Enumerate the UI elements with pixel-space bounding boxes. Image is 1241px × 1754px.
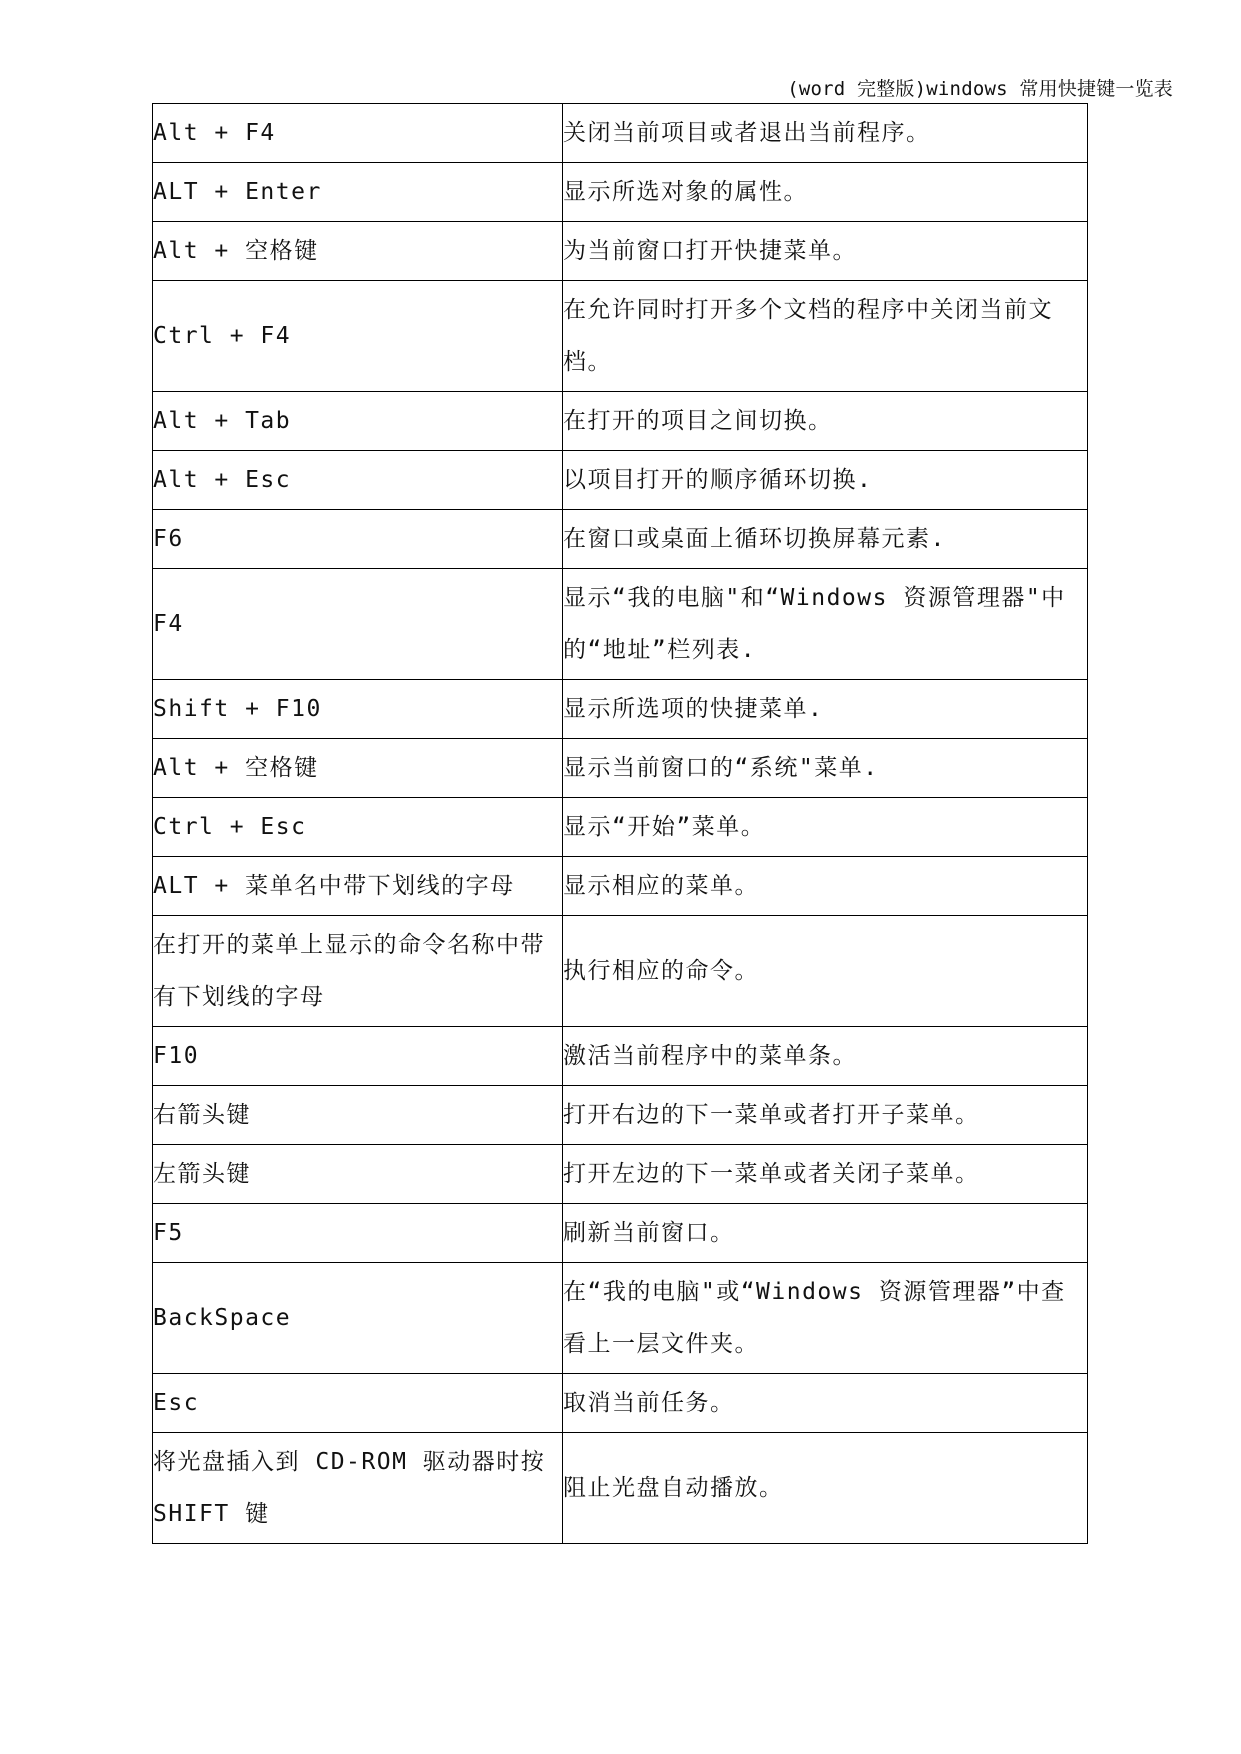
shortcut-description-cell <box>563 1263 1088 1374</box>
table-row <box>153 857 1088 916</box>
table-row <box>153 222 1088 281</box>
shortcut-table <box>152 103 1088 1544</box>
page-header: (word 完整版)windows 常用快捷键一览表 <box>787 78 1173 100</box>
shortcut-key: Esc <box>153 1390 200 1416</box>
table-row <box>153 1027 1088 1086</box>
shortcut-key-cell <box>153 1433 563 1544</box>
shortcut-key: F10 <box>153 1043 200 1069</box>
shortcut-description: 执行相应的命令。 <box>563 958 759 984</box>
shortcut-description-cell <box>563 1433 1088 1544</box>
shortcut-description: 显示“我的电脑"和“Windows 资源管理器"中的“地址”栏列表. <box>563 585 1066 663</box>
shortcut-key: F6 <box>153 526 184 552</box>
shortcut-description: 在允许同时打开多个文档的程序中关闭当前文档。 <box>563 297 1053 375</box>
shortcut-description: 刷新当前窗口。 <box>563 1220 735 1246</box>
shortcut-key: Alt + 空格键 <box>153 238 319 264</box>
shortcut-description: 显示相应的菜单。 <box>563 873 759 899</box>
shortcut-key: F5 <box>153 1220 184 1246</box>
shortcut-description-cell <box>563 510 1088 569</box>
table-row <box>153 1433 1088 1544</box>
table-row <box>153 739 1088 798</box>
shortcut-key-cell <box>153 1145 563 1204</box>
shortcut-description-cell <box>563 451 1088 510</box>
shortcut-description-cell <box>563 1374 1088 1433</box>
shortcut-description-cell <box>563 569 1088 680</box>
shortcut-description: 为当前窗口打开快捷菜单。 <box>563 238 857 264</box>
shortcut-description-cell <box>563 739 1088 798</box>
shortcut-key-cell <box>153 798 563 857</box>
shortcut-key-cell <box>153 451 563 510</box>
shortcut-key-cell <box>153 916 563 1027</box>
shortcut-key: ALT + Enter <box>153 179 322 205</box>
shortcut-description-cell <box>563 392 1088 451</box>
shortcut-description: 打开右边的下一菜单或者打开子菜单。 <box>563 1102 980 1128</box>
table-row <box>153 281 1088 392</box>
shortcut-description: 以项目打开的顺序循环切换. <box>563 467 873 493</box>
shortcut-description-cell <box>563 163 1088 222</box>
shortcut-key-cell <box>153 222 563 281</box>
shortcut-table-body <box>153 104 1088 1544</box>
shortcut-key-cell <box>153 680 563 739</box>
shortcut-key-cell <box>153 392 563 451</box>
shortcut-key-cell <box>153 510 563 569</box>
shortcut-description-cell <box>563 1027 1088 1086</box>
shortcut-description: 在打开的项目之间切换。 <box>563 408 833 434</box>
shortcut-description: 取消当前任务。 <box>563 1390 735 1416</box>
shortcut-description-cell <box>563 857 1088 916</box>
shortcut-description-cell <box>563 104 1088 163</box>
shortcut-description-cell <box>563 916 1088 1027</box>
shortcut-key: Ctrl + Esc <box>153 814 307 840</box>
shortcut-key-cell <box>153 857 563 916</box>
table-row <box>153 104 1088 163</box>
table-row <box>153 392 1088 451</box>
shortcut-key-cell <box>153 1204 563 1263</box>
shortcut-key-cell <box>153 163 563 222</box>
table-row <box>153 451 1088 510</box>
shortcut-key: 将光盘插入到 CD-ROM 驱动器时按 SHIFT 键 <box>153 1449 546 1527</box>
shortcut-key: BackSpace <box>153 1305 292 1331</box>
table-row <box>153 916 1088 1027</box>
shortcut-key-cell <box>153 739 563 798</box>
shortcut-description: 激活当前程序中的菜单条。 <box>563 1043 857 1069</box>
shortcut-description: 在“我的电脑"或“Windows 资源管理器”中查看上一层文件夹。 <box>563 1279 1066 1357</box>
shortcut-description-cell <box>563 281 1088 392</box>
shortcut-key-cell <box>153 281 563 392</box>
shortcut-key: 右箭头键 <box>153 1102 251 1128</box>
shortcut-key: F4 <box>153 611 184 637</box>
shortcut-key-cell <box>153 569 563 680</box>
shortcut-key-cell <box>153 104 563 163</box>
shortcut-description: 阻止光盘自动播放。 <box>563 1475 784 1501</box>
shortcut-description: 显示所选项的快捷菜单. <box>563 696 824 722</box>
shortcut-key-cell <box>153 1027 563 1086</box>
shortcut-key: Alt + 空格键 <box>153 755 319 781</box>
shortcut-key: Alt + Tab <box>153 408 292 434</box>
shortcut-description: 显示“开始”菜单。 <box>563 814 766 840</box>
shortcut-key: ALT + 菜单名中带下划线的字母 <box>153 873 515 899</box>
shortcut-key: 在打开的菜单上显示的命令名称中带有下划线的字母 <box>153 932 545 1010</box>
shortcut-key-cell <box>153 1263 563 1374</box>
shortcut-description-cell <box>563 1145 1088 1204</box>
shortcut-description-cell <box>563 1204 1088 1263</box>
shortcut-key: Ctrl + F4 <box>153 323 292 349</box>
table-row <box>153 1204 1088 1263</box>
table-row <box>153 1145 1088 1204</box>
shortcut-key: Shift + F10 <box>153 696 322 722</box>
table-row <box>153 1374 1088 1433</box>
shortcut-description: 关闭当前项目或者退出当前程序。 <box>563 120 931 146</box>
table-row <box>153 1263 1088 1374</box>
shortcut-key: Alt + Esc <box>153 467 292 493</box>
table-row <box>153 1086 1088 1145</box>
table-row <box>153 680 1088 739</box>
shortcut-description: 打开左边的下一菜单或者关闭子菜单。 <box>563 1161 980 1187</box>
shortcut-description-cell <box>563 1086 1088 1145</box>
shortcut-key: Alt + F4 <box>153 120 276 146</box>
shortcut-key: 左箭头键 <box>153 1161 251 1187</box>
shortcut-description-cell <box>563 798 1088 857</box>
shortcut-key-cell <box>153 1086 563 1145</box>
shortcut-description: 在窗口或桌面上循环切换屏幕元素. <box>563 526 946 552</box>
shortcut-description-cell <box>563 680 1088 739</box>
table-row <box>153 569 1088 680</box>
table-row <box>153 163 1088 222</box>
shortcut-description-cell <box>563 222 1088 281</box>
shortcut-description: 显示所选对象的属性。 <box>563 179 808 205</box>
shortcut-description: 显示当前窗口的“系统"菜单. <box>563 755 879 781</box>
table-row <box>153 798 1088 857</box>
shortcut-key-cell <box>153 1374 563 1433</box>
table-row <box>153 510 1088 569</box>
